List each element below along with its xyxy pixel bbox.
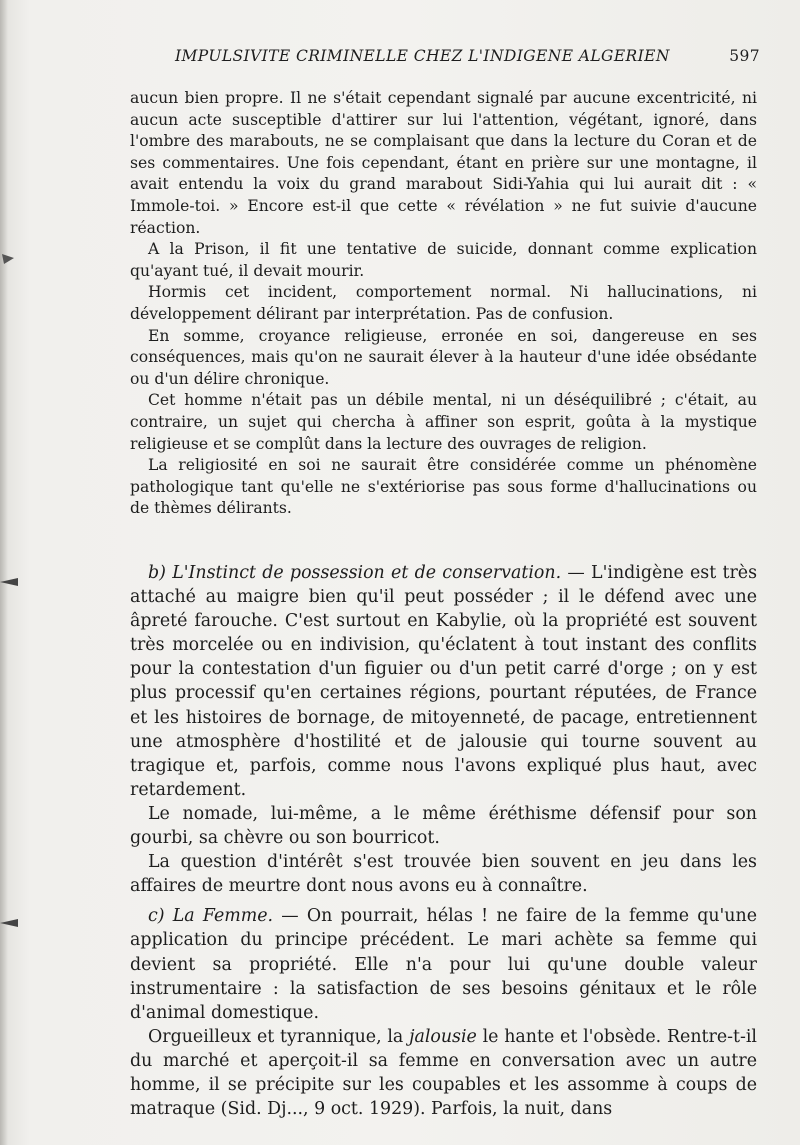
paragraph: Cet homme n'était pas un débile mental, ni un déséquilibré ; c'était, au contraire, un sujet qui chercha à affiner son esprit, goûta à la mystique religieuse et se complût dans la lecture des ouvrages de religion. (130, 391, 757, 453)
section-c-paragraph (130, 904, 757, 1024)
paragraph: La religiosité en soi ne saurait être considérée comme un phénomène pathologique tant qu'elle ne s'extériorise pas sous forme d'hallucinations ou de thèmes délirants. (130, 456, 757, 518)
section-b-paragraph (130, 561, 757, 802)
binding-mark-icon (0, 575, 22, 589)
text-run: le hante et l'obsède. Rentre-t-il du marché et aperçoit-il sa femme en conversation avec un autre homme, il se précipite sur les coupables et les assomme à coups de matraque (Sid. Dj..., 9 oct. 1929). Parfois, la nuit, dans (130, 1026, 757, 1120)
main-text-block (130, 561, 757, 1121)
text-run: Orgueilleux et tyrannique, la (148, 1026, 410, 1047)
binding-mark-icon (0, 916, 22, 930)
page-edge-shadow (0, 0, 8, 1145)
section-b-text: — L'indigène est très attaché au maigre bien qu'il peut posséder ; il le défend avec une âpreté farouche. C'est surtout en Kabylie, où la propriété est souvent très morcelée ou en indivision, qu'éclatent à tout instant des conflits pour la contestation d'un figuier ou d'un petit carré d'orge ; on y est plus processif qu'en certaines régions, pourtant réputées, de France et les histoires de bornage, de mitoyenneté, de pacage, entretiennent une atmosphère d'hostilité et de jalousie qui tourne souvent au tragique et, parfois, comme nous l'avons expliqué plus haut, avec retardement. (130, 563, 757, 800)
section-b-heading: L'Instinct de possession et de conservation. (172, 563, 562, 583)
paragraph: A la Prison, il fit une tentative de suicide, donnant comme explication qu'ayant tué, il devait mourir. (130, 240, 757, 280)
paragraph: aucun bien propre. Il ne s'était cependant signalé par aucune excentricité, ni aucun acte susceptible d'attirer sur lui l'attention, végétant, ignoré, dans l'ombre des marabouts, ne se complaisant que dans la lecture du Coran et de ses commentaires. Une fois cependant, étant en prière sur une montagne, il avait entendu la voix du grand marabout Sidi-Yahia qui lui aurait dit : « Immole-toi. » Encore est-il que cette « révélation » ne fut suivie d'aucune réaction. (130, 89, 757, 237)
section-c-text: — On pourrait, hélas ! ne faire de la femme qu'une application du principe précédent. Le mari achète sa femme qui devient sa propriété. Elle n'a pour lui qu'une double valeur instrumentaire : la satisfaction de ses besoins génitaux et le rôle d'animal domestique. (130, 906, 758, 1023)
case-report-block (130, 88, 757, 520)
paragraph: En somme, croyance religieuse, erronée en soi, dangereuse en ses conséquences, mais qu'on ne saurait élever à la hauteur d'une idée obsédante ou d'un délire chronique. (130, 326, 757, 388)
section-c-letter: c) (148, 906, 165, 927)
binding-mark-icon (0, 252, 22, 266)
paragraph: La question d'intérêt s'est trouvée bien souvent en jeu dans les affaires de meurtre dont nous avons eu à connaître. (130, 852, 757, 897)
paragraph: Hormis cet incident, comportement normal. Ni hallucinations, ni développement délirant par interprétation. Pas de confusion. (130, 283, 757, 323)
paragraph (130, 1025, 757, 1121)
section-b-letter: b) (148, 563, 166, 583)
paragraph: Le nomade, lui-même, a le même éréthisme défensif pour son gourbi, sa chèvre ou son bourricot. (130, 803, 757, 849)
emphasis: jalousie (409, 1026, 477, 1047)
page-number: 597 (729, 47, 760, 65)
section-c-heading: La Femme. (172, 906, 274, 927)
running-title: IMPULSIVITE CRIMINELLE CHEZ L'INDIGENE ALGERIEN (175, 47, 670, 65)
